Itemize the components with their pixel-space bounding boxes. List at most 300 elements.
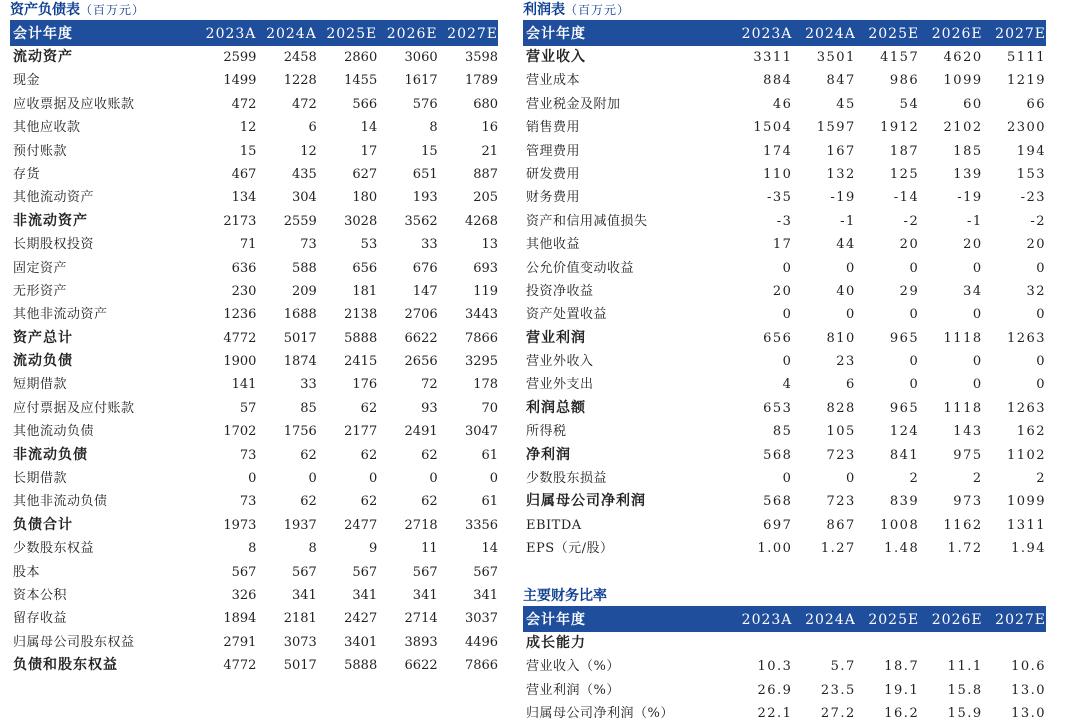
cell-value: 139	[953, 166, 983, 182]
row-label: 其他收益	[526, 237, 581, 253]
cell-value: 1102	[1006, 447, 1047, 463]
cell-value: 0	[846, 471, 856, 487]
cell-value: 205	[473, 190, 499, 206]
row-label: 销售费用	[526, 120, 581, 136]
cell-value: 40	[836, 283, 856, 299]
cell-value: 1702	[223, 424, 257, 440]
cell-value: 4772	[223, 658, 257, 674]
cell-value: 2714	[404, 611, 438, 627]
cell-value: 887	[473, 166, 499, 182]
cell-value: 0	[972, 260, 983, 276]
table-row	[10, 397, 498, 420]
cell-value: 178	[473, 377, 499, 393]
cell-value: 15	[239, 143, 257, 159]
cell-value: 20	[772, 283, 793, 299]
cell-value: 0	[909, 377, 920, 393]
cell-value: 4772	[223, 330, 257, 346]
cell-value: 1118	[943, 330, 983, 346]
cell-value: 1617	[404, 73, 438, 89]
cell-value: 5017	[283, 330, 317, 346]
table-row	[523, 444, 1046, 467]
table-row	[523, 679, 1046, 702]
cell-value: 162	[1016, 424, 1047, 440]
cell-value: 4157	[880, 50, 920, 65]
row-label: EBITDA	[526, 517, 582, 533]
table-row	[523, 257, 1046, 280]
table-row	[523, 186, 1046, 209]
cell-value: 0	[248, 471, 257, 487]
header-year: 2023A	[205, 26, 257, 42]
cell-value: 134	[231, 190, 257, 206]
cell-value: 62	[421, 494, 438, 510]
cell-value: 472	[231, 96, 257, 112]
cell-value: 1894	[223, 611, 257, 627]
cell-value: 4268	[464, 213, 499, 229]
cell-value: 23.5	[820, 682, 856, 698]
header-year: 2025E	[326, 26, 378, 42]
cell-value: 60	[963, 96, 983, 112]
header-label: 会计年度	[13, 26, 73, 42]
row-label: 研发费用	[526, 166, 581, 182]
row-label: 短期借款	[13, 377, 68, 393]
row-label: 归属母公司净利润	[526, 493, 646, 510]
header-year: 2026E	[931, 26, 983, 42]
row-label: 资产处置收益	[526, 307, 608, 323]
cell-value: 147	[412, 283, 438, 299]
cell-value: 3311	[753, 50, 793, 65]
cell-value: 0	[1036, 307, 1047, 323]
cell-value: 810	[826, 330, 856, 346]
cell-value: 16	[481, 120, 499, 136]
table-row	[10, 233, 498, 256]
cell-value: 29	[899, 283, 920, 299]
cell-value: 2	[909, 471, 920, 487]
financial-ratios-rows	[523, 632, 1046, 726]
cell-value: 568	[763, 494, 793, 510]
cell-value: 62	[360, 400, 378, 416]
row-label: 其他应收款	[13, 120, 81, 136]
cell-value: 723	[826, 494, 856, 510]
cell-value: 13	[481, 237, 499, 253]
income-statement-rows	[523, 46, 1046, 561]
table-row	[10, 46, 498, 69]
row-label: 其他流动负债	[13, 424, 95, 440]
row-label: 长期股权投资	[13, 237, 95, 253]
table-row	[10, 163, 498, 186]
cell-value: 66	[1026, 96, 1047, 112]
cell-value: 693	[473, 260, 499, 276]
cell-value: 0	[368, 471, 378, 487]
cell-value: 185	[953, 143, 983, 159]
cell-value: 839	[889, 494, 920, 510]
cell-value: 467	[231, 166, 257, 182]
cell-value: 20	[899, 237, 920, 253]
financial-ratios-title	[523, 586, 1046, 608]
cell-value: 62	[421, 447, 438, 463]
table-row	[523, 420, 1046, 443]
row-label: 投资净收益	[526, 283, 594, 299]
cell-value: 2706	[404, 307, 438, 323]
row-label: 所得税	[526, 424, 567, 440]
cell-value	[792, 632, 855, 655]
cell-value: 566	[352, 96, 378, 112]
cell-value: 13.0	[1011, 706, 1047, 722]
cell-value: 0	[1036, 260, 1047, 276]
cell-value: 85	[300, 400, 317, 416]
cell-value: 1118	[943, 400, 983, 416]
cell-value: 1597	[816, 120, 856, 136]
cell-value: 341	[352, 587, 378, 603]
cell-value: -2	[1030, 213, 1047, 229]
row-label: 管理费用	[526, 143, 581, 159]
cell-value: 153	[1016, 166, 1047, 182]
cell-value: 22.1	[757, 706, 793, 722]
row-label: 流动资产	[13, 49, 73, 65]
cell-value: 9	[368, 541, 378, 557]
header-year: 2026E	[386, 26, 438, 42]
cell-value: 1900	[223, 354, 257, 370]
row-label: 资产和信用减值损失	[526, 213, 648, 229]
table-row	[523, 350, 1046, 373]
cell-value: 1688	[283, 307, 317, 323]
cell-value: 0	[782, 260, 793, 276]
row-label: 应收票据及应收账款	[13, 96, 135, 112]
table-row	[10, 93, 498, 116]
cell-value: 110	[763, 166, 793, 182]
header-year: 2027E	[995, 612, 1047, 628]
cell-value: 194	[1016, 143, 1047, 159]
cell-value: -3	[776, 213, 793, 229]
cell-value: 2300	[1006, 120, 1047, 136]
cell-value: 23	[836, 354, 856, 370]
table-row	[523, 490, 1046, 513]
cell-value: 341	[412, 587, 438, 603]
cell-value: 567	[352, 564, 378, 580]
table-row	[10, 631, 498, 654]
row-label: 无形资产	[13, 283, 68, 299]
table-row	[10, 69, 498, 92]
table-row	[10, 467, 498, 490]
row-label: 营业利润（%）	[526, 682, 620, 698]
cell-value: 20	[1026, 237, 1047, 253]
cell-value: 209	[291, 283, 317, 299]
cell-value: 1504	[753, 120, 793, 136]
cell-value: 3047	[464, 424, 499, 440]
cell-value: 53	[360, 237, 378, 253]
cell-value: 1874	[283, 354, 317, 370]
cell-value: 73	[239, 494, 257, 510]
cell-value: 2138	[344, 307, 378, 323]
cell-value: 11.1	[947, 659, 983, 675]
row-label: 应付票据及应付账款	[13, 400, 135, 416]
cell-value: 0	[782, 307, 793, 323]
cell-value: 176	[352, 377, 378, 393]
cell-value: 2415	[344, 354, 378, 370]
financial-ratios-title-text: 主要财务比率	[523, 588, 607, 604]
cell-value: 15.9	[947, 706, 983, 722]
cell-value: -2	[903, 213, 920, 229]
cell-value: 1973	[223, 517, 257, 533]
row-label: 营业外收入	[526, 354, 594, 370]
row-label: 利润总额	[526, 399, 586, 416]
cell-value: 72	[421, 377, 438, 393]
cell-value: 0	[846, 307, 856, 323]
cell-value: 62	[300, 447, 317, 463]
cell-value: 7866	[464, 658, 499, 674]
cell-value: 46	[772, 96, 793, 112]
cell-value: 2491	[404, 424, 438, 440]
cell-value: 0	[846, 260, 856, 276]
cell-value: 73	[239, 447, 257, 463]
balance-sheet-rows	[10, 46, 498, 678]
cell-value: 3295	[464, 354, 499, 370]
cell-value: 4620	[943, 50, 983, 65]
cell-value: 16.2	[884, 706, 920, 722]
header-year: 2023A	[741, 612, 793, 628]
row-label: 留存收益	[13, 611, 68, 627]
cell-value: 847	[826, 73, 856, 89]
cell-value: 1.72	[947, 541, 983, 557]
cell-value: 986	[889, 73, 920, 89]
cell-value: 70	[481, 400, 499, 416]
balance-sheet-title-text: 资产负债表	[10, 2, 80, 18]
financial-ratios-table	[523, 586, 1046, 726]
row-label: 营业收入（%）	[526, 659, 620, 675]
cell-value: 0	[429, 471, 438, 487]
table-row	[10, 607, 498, 630]
table-row	[10, 584, 498, 607]
cell-value: 3501	[816, 50, 856, 65]
header-label: 会计年度	[526, 26, 586, 42]
table-row	[523, 467, 1046, 490]
row-label: 非流动资产	[13, 212, 88, 229]
cell-value: 10.3	[757, 659, 793, 675]
row-label: 少数股东权益	[13, 541, 95, 557]
cell-value: 680	[473, 96, 499, 112]
table-row	[10, 420, 498, 443]
cell-value: 26.9	[757, 682, 793, 698]
cell-value: 18.7	[884, 659, 920, 675]
table-row	[10, 210, 498, 233]
cell-value: 567	[412, 564, 438, 580]
cell-value: 3073	[283, 634, 317, 650]
cell-value: 4496	[464, 634, 499, 650]
income-statement-header	[523, 22, 1046, 46]
cell-value: 884	[763, 73, 793, 89]
row-label: 固定资产	[13, 260, 68, 276]
cell-value: 27.2	[820, 706, 856, 722]
row-label: 长期借款	[13, 471, 68, 487]
table-row	[523, 514, 1046, 537]
cell-value: 2181	[283, 611, 317, 627]
balance-sheet-title	[10, 0, 498, 22]
table-row	[10, 561, 498, 584]
cell-value: 19.1	[884, 682, 920, 698]
cell-value: 57	[239, 400, 257, 416]
cell-value: 841	[889, 447, 920, 463]
cell-value: 1756	[283, 424, 317, 440]
table-row	[10, 490, 498, 513]
header-year: 2027E	[447, 26, 499, 42]
header-year: 2024A	[266, 26, 317, 42]
table-row	[10, 654, 498, 677]
row-label: 负债和股东权益	[13, 657, 118, 674]
cell-value: 6622	[404, 330, 438, 346]
cell-value: 8	[248, 541, 257, 557]
row-label: 其他非流动资产	[13, 307, 108, 323]
cell-value: 7866	[464, 330, 499, 346]
row-label: 公允价值变动收益	[526, 260, 635, 276]
cell-value: 1099	[1006, 494, 1047, 510]
table-row	[10, 444, 498, 467]
cell-value: 17	[772, 237, 793, 253]
table-row	[523, 210, 1046, 233]
cell-value: 867	[826, 517, 856, 533]
cell-value: 1.94	[1011, 541, 1047, 557]
cell-value: 567	[291, 564, 317, 580]
row-label: 财务费用	[526, 190, 581, 206]
cell-value	[983, 632, 1046, 655]
cell-value: -35	[766, 190, 793, 206]
header-year: 2023A	[741, 26, 793, 42]
cell-value: 5017	[283, 658, 317, 674]
cell-value: 1219	[1006, 73, 1047, 89]
cell-value: 2427	[344, 611, 378, 627]
cell-value: 567	[231, 564, 257, 580]
cell-value: 62	[300, 494, 317, 510]
cell-value: 132	[826, 166, 856, 182]
cell-value: 5888	[344, 330, 378, 346]
cell-value: 230	[231, 283, 257, 299]
table-row	[523, 397, 1046, 420]
row-label: 其他非流动负债	[13, 494, 108, 510]
cell-value: 5888	[344, 658, 378, 674]
cell-value: 33	[300, 377, 317, 393]
cell-value: 1228	[283, 73, 317, 89]
cell-value: 5.7	[830, 659, 856, 675]
row-label: 归属母公司股东权益	[13, 634, 135, 650]
table-row	[523, 93, 1046, 116]
cell-value: 12	[300, 143, 317, 159]
row-label: 资本公积	[13, 587, 68, 603]
cell-value: 656	[763, 330, 793, 346]
cell-value: 3598	[464, 50, 499, 65]
table-row	[10, 116, 498, 139]
header-label: 会计年度	[526, 612, 586, 628]
row-label: 少数股东损益	[526, 471, 608, 487]
cell-value: 472	[291, 96, 317, 112]
cell-value: 1.00	[757, 541, 793, 557]
cell-value: 3037	[464, 611, 499, 627]
cell-value: 1937	[283, 517, 317, 533]
cell-value: 8	[308, 541, 317, 557]
cell-value: 2173	[223, 213, 257, 229]
cell-value: 10.6	[1011, 659, 1047, 675]
cell-value: 62	[360, 447, 378, 463]
header-year: 2024A	[805, 612, 856, 628]
cell-value: 105	[826, 424, 856, 440]
cell-value: 2458	[283, 50, 317, 65]
table-row	[523, 632, 1046, 655]
cell-value: 12	[239, 120, 257, 136]
row-label: 成长能力	[526, 635, 586, 651]
cell-value: 3443	[464, 307, 499, 323]
cell-value: 85	[772, 424, 793, 440]
row-label: EPS（元/股）	[526, 541, 614, 557]
table-row	[10, 280, 498, 303]
cell-value: 3060	[404, 50, 438, 65]
table-row	[523, 327, 1046, 350]
table-row	[10, 186, 498, 209]
income-statement-table	[523, 0, 1046, 561]
cell-value: 3356	[464, 517, 499, 533]
cell-value: -23	[1020, 190, 1047, 206]
cell-value: 167	[826, 143, 856, 159]
row-label: 净利润	[526, 446, 571, 463]
cell-value: 568	[763, 447, 793, 463]
cell-value: 20	[963, 237, 983, 253]
row-label: 非流动负债	[13, 446, 88, 463]
cell-value: 11	[421, 541, 438, 557]
cell-value: 124	[889, 424, 920, 440]
balance-sheet-table	[10, 0, 498, 678]
row-label: 资产总计	[13, 329, 73, 346]
table-row	[523, 537, 1046, 560]
cell-value: 0	[782, 471, 793, 487]
cell-value: 2860	[344, 50, 378, 65]
cell-value: 1311	[1006, 517, 1047, 533]
cell-value: 180	[352, 190, 378, 206]
cell-value: 0	[1036, 377, 1047, 393]
row-label: 归属母公司净利润（%）	[526, 706, 674, 722]
table-row	[523, 163, 1046, 186]
table-row	[10, 257, 498, 280]
header-year: 2026E	[931, 612, 983, 628]
cell-value: 576	[412, 96, 438, 112]
cell-value: 21	[481, 143, 499, 159]
cell-value: 0	[972, 377, 983, 393]
header-year: 2024A	[805, 26, 856, 42]
table-row	[523, 373, 1046, 396]
table-row	[523, 655, 1046, 678]
table-row	[523, 233, 1046, 256]
row-label: 预付账款	[13, 143, 68, 159]
cell-value: 0	[909, 260, 920, 276]
cell-value: 326	[231, 587, 257, 603]
table-row	[10, 327, 498, 350]
cell-value: 723	[826, 447, 856, 463]
cell-value: 2656	[404, 354, 438, 370]
cell-value: 0	[782, 354, 793, 370]
cell-value: 1236	[223, 307, 257, 323]
table-row	[523, 69, 1046, 92]
cell-value: 62	[360, 494, 378, 510]
table-row	[523, 46, 1046, 69]
row-label: 股本	[13, 564, 41, 580]
cell-value: 3401	[344, 634, 378, 650]
cell-value: 1263	[1006, 400, 1047, 416]
cell-value: 125	[889, 166, 920, 182]
cell-value: 636	[231, 260, 257, 276]
cell-value: 1.48	[884, 541, 920, 557]
cell-value: 0	[972, 307, 983, 323]
cell-value: 973	[953, 494, 983, 510]
balance-sheet-header	[10, 22, 498, 46]
table-row	[523, 140, 1046, 163]
income-statement-title	[523, 0, 1046, 22]
cell-value: 44	[836, 237, 856, 253]
cell-value: 2599	[223, 50, 257, 65]
